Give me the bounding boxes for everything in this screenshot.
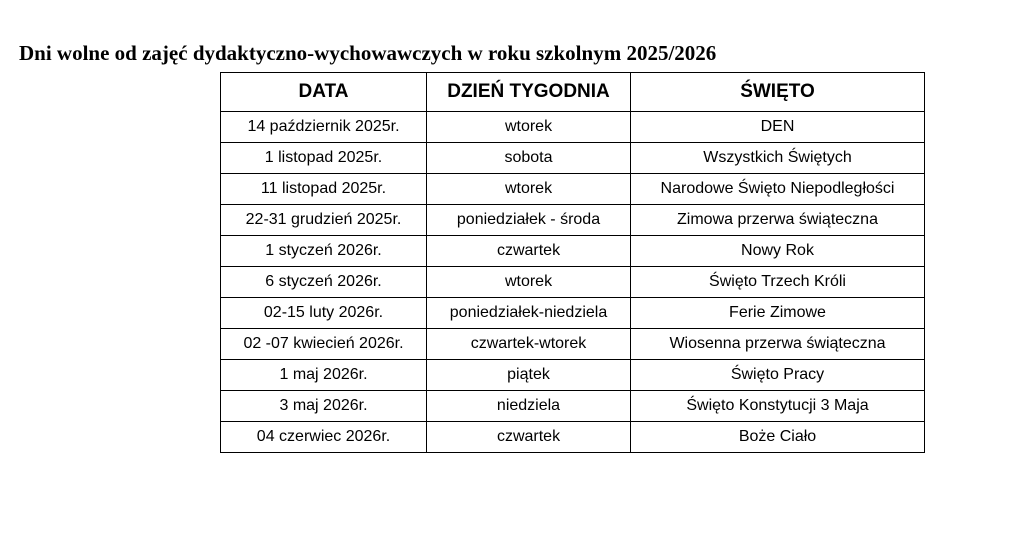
cell-date: 02 -07 kwiecień 2026r.	[221, 329, 427, 360]
table-row	[221, 205, 925, 236]
cell-date: 1 listopad 2025r.	[221, 143, 427, 174]
cell-date: 3 maj 2026r.	[221, 391, 427, 422]
table-row	[221, 329, 925, 360]
cell-holiday: Boże Ciało	[631, 422, 925, 453]
table-row	[221, 391, 925, 422]
table-row	[221, 360, 925, 391]
cell-holiday: DEN	[631, 112, 925, 143]
cell-holiday: Wiosenna przerwa świąteczna	[631, 329, 925, 360]
cell-holiday: Narodowe Święto Niepodległości	[631, 174, 925, 205]
cell-date: 22-31 grudzień 2025r.	[221, 205, 427, 236]
cell-holiday: Nowy Rok	[631, 236, 925, 267]
cell-holiday: Święto Trzech Króli	[631, 267, 925, 298]
cell-weekday: piątek	[427, 360, 631, 391]
header-date: DATA	[221, 73, 427, 112]
cell-weekday: sobota	[427, 143, 631, 174]
cell-date: 14 październik 2025r.	[221, 112, 427, 143]
table-row	[221, 112, 925, 143]
cell-holiday: Ferie Zimowe	[631, 298, 925, 329]
cell-holiday: Zimowa przerwa świąteczna	[631, 205, 925, 236]
table-row	[221, 267, 925, 298]
table-row	[221, 236, 925, 267]
cell-weekday: wtorek	[427, 174, 631, 205]
cell-weekday: niedziela	[427, 391, 631, 422]
document-title: Dni wolne od zajęć dydaktyczno-wychowawczych w roku szkolnym 2025/2026	[19, 41, 717, 65]
table-row	[221, 174, 925, 205]
table-header-row	[221, 73, 925, 112]
cell-date: 11 listopad 2025r.	[221, 174, 427, 205]
holiday-table	[220, 72, 925, 453]
header-weekday: DZIEŃ TYGODNIA	[427, 73, 631, 112]
cell-weekday: czwartek-wtorek	[427, 329, 631, 360]
cell-date: 1 maj 2026r.	[221, 360, 427, 391]
cell-weekday: wtorek	[427, 267, 631, 298]
header-holiday: ŚWIĘTO	[631, 73, 925, 112]
cell-weekday: czwartek	[427, 422, 631, 453]
cell-date: 02-15 luty 2026r.	[221, 298, 427, 329]
cell-holiday: Święto Pracy	[631, 360, 925, 391]
cell-date: 1 styczeń 2026r.	[221, 236, 427, 267]
cell-holiday: Święto Konstytucji 3 Maja	[631, 391, 925, 422]
cell-weekday: poniedziałek-niedziela	[427, 298, 631, 329]
table-row	[221, 422, 925, 453]
cell-weekday: czwartek	[427, 236, 631, 267]
cell-holiday: Wszystkich Świętych	[631, 143, 925, 174]
cell-date: 04 czerwiec 2026r.	[221, 422, 427, 453]
table-row	[221, 298, 925, 329]
cell-weekday: poniedziałek - środa	[427, 205, 631, 236]
cell-date: 6 styczeń 2026r.	[221, 267, 427, 298]
cell-weekday: wtorek	[427, 112, 631, 143]
table-row	[221, 143, 925, 174]
